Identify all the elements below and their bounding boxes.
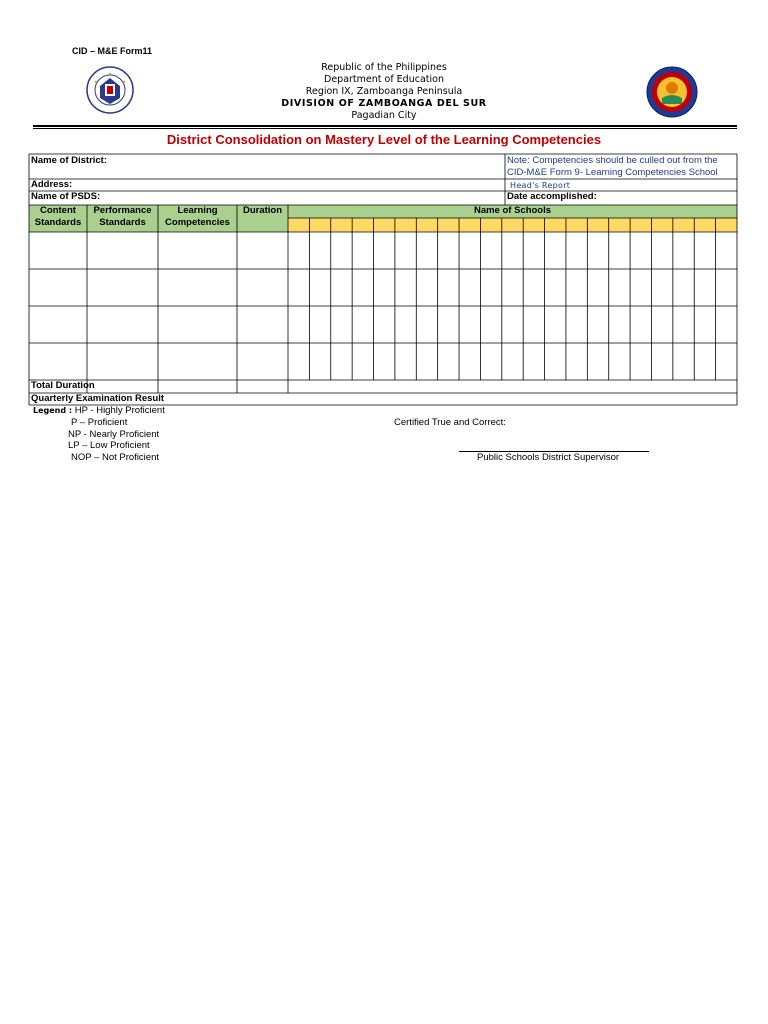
col-content-standards: Content Standards: [34, 205, 82, 228]
header-city: Pagadian City: [351, 110, 417, 121]
name-of-district-label: Name of District:: [31, 155, 108, 166]
legend-label: Legend :: [33, 406, 73, 415]
legend-lp: LP – Low Proficient: [68, 440, 150, 451]
address-label: Address:: [31, 179, 73, 190]
legend-np: NP - Nearly Proficient: [68, 429, 160, 440]
legend-p: P – Proficient: [71, 417, 128, 428]
header-department: Department of Education: [324, 74, 444, 85]
school-names-fill: [288, 218, 737, 232]
legend-hp-text: HP - Highly Proficient: [74, 405, 165, 416]
quarterly-exam-label: Quarterly Examination Result: [31, 393, 165, 404]
certified-text: Certified True and Correct:: [394, 417, 506, 428]
page-title: District Consolidation on Mastery Level of the Learning Competencies: [166, 132, 602, 147]
header-region: Region IX, Zamboanga Peninsula: [305, 86, 463, 97]
header-republic: Republic of the Philippines: [321, 62, 447, 73]
date-accomplished-label: Date accomplished:: [507, 191, 597, 202]
note-text-line2: CID-M&E Form 9- Learning Competencies School: [507, 167, 718, 178]
legend-nop: NOP – Not Proficient: [71, 452, 160, 463]
col-name-of-schools: Name of Schools: [473, 205, 552, 216]
heads-report-label: Head's Report: [510, 181, 571, 190]
legend-hp: [33, 405, 165, 417]
name-of-psds-label: Name of PSDS:: [31, 191, 101, 202]
note-text-line1: Note: Competencies should be culled out from the: [507, 155, 718, 166]
col-learning-competencies: Learning Competencies: [165, 205, 230, 228]
col-performance-standards: Performance Standards: [93, 205, 152, 228]
form-code: CID – M&E Form11: [72, 46, 153, 56]
signatory-title: Public Schools District Supervisor: [477, 452, 620, 463]
total-duration-label: Total Duration: [31, 380, 95, 391]
col-duration: Duration: [242, 205, 283, 216]
header-division: DIVISION OF ZAMBOANGA DEL SUR: [281, 98, 487, 109]
